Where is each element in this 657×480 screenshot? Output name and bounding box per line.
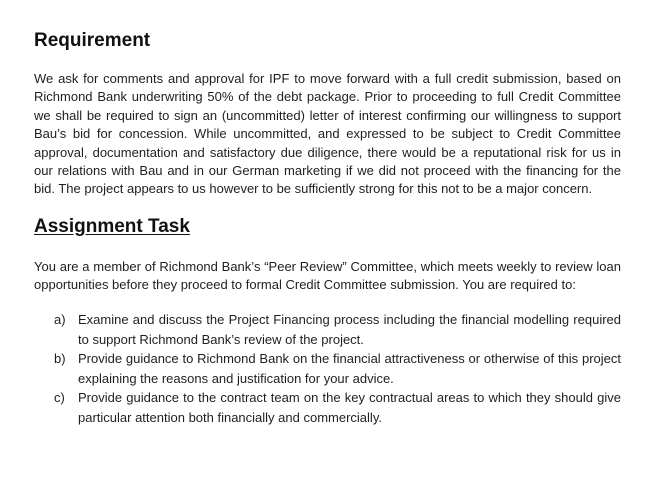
requirement-heading: Requirement bbox=[34, 30, 151, 51]
task-item-c bbox=[34, 388, 621, 427]
task-text: Provide guidance to Richmond Bank on the financial attractiveness or otherwise of this project explaining the reasons and justification for your advice. bbox=[78, 351, 621, 386]
task-marker: c) bbox=[54, 390, 65, 405]
task-item-b bbox=[34, 349, 621, 388]
task-marker: b) bbox=[54, 351, 66, 366]
task-marker: a) bbox=[54, 312, 66, 327]
requirement-paragraph: We ask for comments and approval for IPF to move forward with a full credit submission, based on Richmond Bank underwriting 50% of the debt package. Prior to proceeding to full Credit Committee we shall be required to sign an (uncommitted) letter of interest confirming our willingness to support Bau’s bid for concession. While uncommitted, and expressed to be subject to Credit Committee approval, documentation and satisfactory due diligence, there would be a reputational risk for us in our relations with Bau and in our German marketing if we did not proceed with the financing for the bid. The project appears to us however to be sufficiently strong for this not to be a major concern. bbox=[34, 71, 621, 197]
task-list bbox=[34, 310, 621, 427]
assignment-intro-paragraph: You are a member of Richmond Bank’s “Peer Review” Committee, which meets weekly to review loan opportunities before they proceed to formal Credit Committee submission. You are required to: bbox=[34, 259, 621, 293]
task-text: Examine and discuss the Project Financing process including the financial modelling required to support Richmond Bank’s review of the project. bbox=[78, 312, 621, 347]
assignment-task-heading: Assignment Task bbox=[34, 216, 190, 237]
task-text: Provide guidance to the contract team on the key contractual areas to which they should give particular attention both financially and commercially. bbox=[78, 390, 621, 425]
task-item-a bbox=[34, 310, 621, 349]
